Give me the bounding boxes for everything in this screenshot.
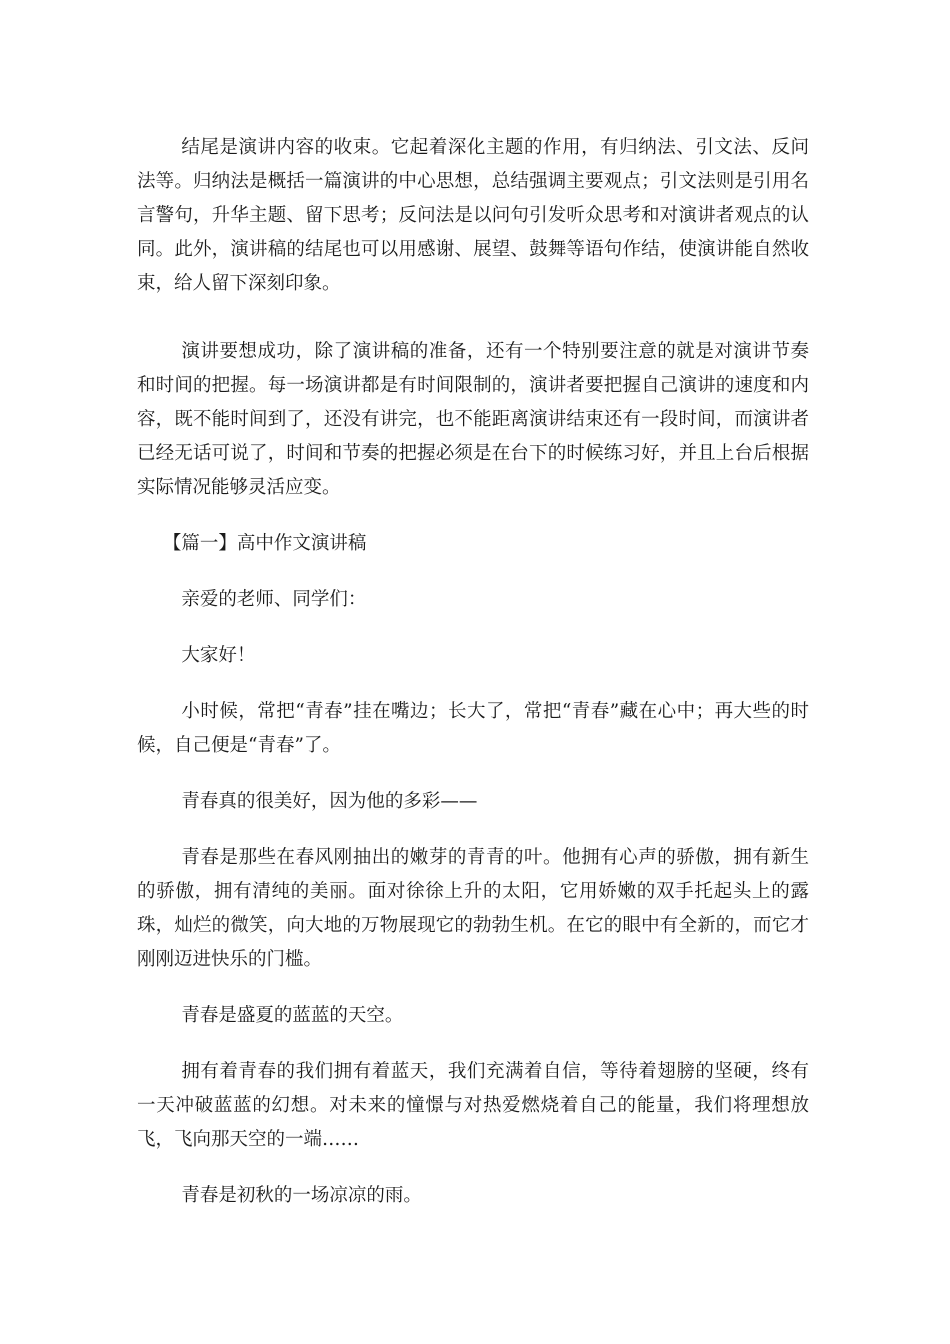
paragraph-conclusion: 结尾是演讲内容的收束。它起着深化主题的作用，有归纳法、引文法、反问法等。归纳法是概括一篇演讲的中心思想，总结强调主要观点；引文法则是引用名言警句，升华主题、留下思考；反问法是以问句引发听众思考和对演讲者观点的认同。此外，演讲稿的结尾也可以用感谢、展望、鼓舞等语句作结，使演讲能自然收束，给人留下深刻印象。 [137, 137, 809, 294]
document-body [137, 131, 809, 1213]
section-heading: 【篇一】高中作文演讲稿 [162, 533, 367, 554]
speech-paragraph: 青春是盛夏的蓝蓝的天空。 [181, 1005, 404, 1026]
speech-paragraph: 青春是那些在春风刚抽出的嫩芽的青青的叶。他拥有心声的骄傲，拥有新生的骄傲，拥有清纯的美丽。面对徐徐上升的太阳，它用娇嫩的双手托起头上的露珠，灿烂的微笑，向大地的万物展现它的勃勃生机。在它的眼中有全新的，而它才刚刚迈进快乐的门槛。 [137, 847, 809, 970]
speech-paragraph: 青春真的很美好，因为他的多彩—— [181, 791, 478, 812]
speech-paragraph: 小时候，常把“青春”挂在嘴边；长大了，常把“青春”藏在心中；再大些的时候，自己便是“青春”了。 [137, 701, 809, 756]
paragraph-timing: 演讲要想成功，除了演讲稿的准备，还有一个特别要注意的就是对演讲节奏和时间的把握。每一场演讲都是有时间限制的，演讲者要把握自己演讲的速度和内容，既不能时间到了，还没有讲完，也不能距离演讲结束还有一段时间，而演讲者已经无话可说了，时间和节奏的把握必须是在台下的时候练习好，并且上台后根据实际情况能够灵活应变。 [137, 341, 809, 498]
speech-paragraph: 拥有着青春的我们拥有着蓝天，我们充满着自信，等待着翅膀的坚硬，终有一天冲破蓝蓝的幻想。对未来的憧憬与对热爱燃烧着自己的能量，我们将理想放飞，飞向那天空的一端…… [137, 1061, 809, 1150]
speech-paragraph: 青春是初秋的一场凉凉的雨。 [181, 1185, 422, 1206]
speech-greeting: 大家好！ [181, 645, 256, 666]
speech-salutation: 亲爱的老师、同学们： [181, 589, 367, 610]
